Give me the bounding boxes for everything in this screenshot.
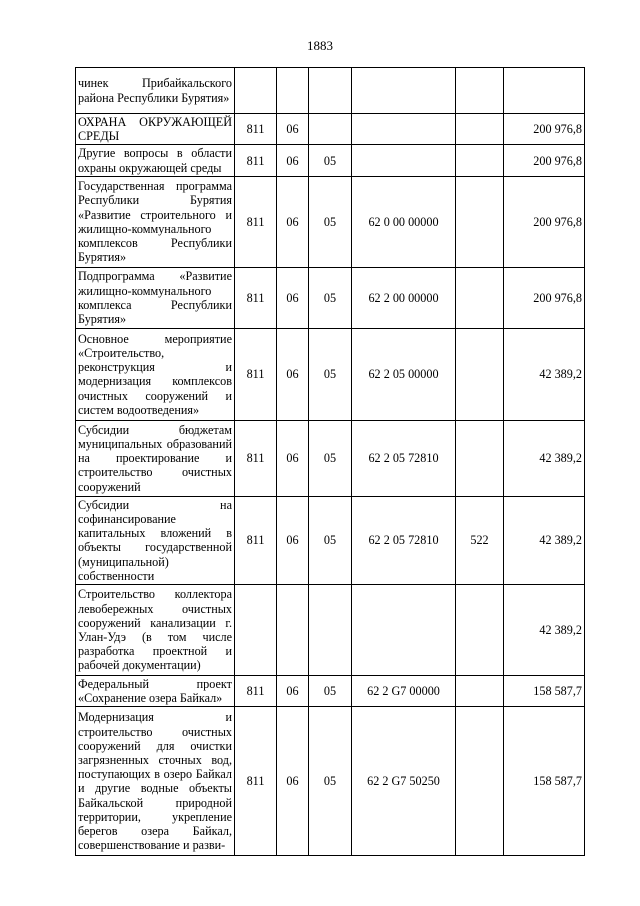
row-gr: 811 [235, 176, 277, 267]
row-vr [456, 420, 504, 496]
row-csr: 62 2 00 00000 [352, 267, 456, 328]
row-pr: 05 [309, 496, 352, 584]
row-name: Основное мероприятие «Строительство, реконструкция и модернизация комплексов очистных сооружений и систем водоотведения» [76, 328, 235, 420]
table-row [76, 496, 585, 584]
row-rz: 06 [277, 707, 309, 856]
row-name: Модернизация и строительство очистных сооружений для очистки загрязненных сточных вод, поступающих в озеро Байкал и другие водные объекты Байкальской природной территории, укрепление берегов озера Байкал, совершенствование и разви- [76, 707, 235, 856]
row-pr: 05 [309, 676, 352, 707]
row-gr: 811 [235, 114, 277, 145]
row-sum: 158 587,7 [504, 676, 585, 707]
row-pr: 05 [309, 145, 352, 176]
table-row [76, 176, 585, 267]
row-pr [309, 114, 352, 145]
row-rz: 06 [277, 496, 309, 584]
row-gr: 811 [235, 267, 277, 328]
row-rz: 06 [277, 176, 309, 267]
row-vr [456, 176, 504, 267]
row-vr [456, 707, 504, 856]
row-csr [352, 114, 456, 145]
table-row [76, 707, 585, 856]
row-name: ОХРАНА ОКРУЖАЮЩЕЙ СРЕДЫ [76, 114, 235, 145]
row-rz: 06 [277, 114, 309, 145]
row-vr [456, 68, 504, 114]
table-row [76, 328, 585, 420]
row-gr: 811 [235, 707, 277, 856]
row-csr [352, 68, 456, 114]
row-csr: 62 2 G7 50250 [352, 707, 456, 856]
row-csr: 62 0 00 00000 [352, 176, 456, 267]
row-vr [456, 114, 504, 145]
row-pr: 05 [309, 420, 352, 496]
row-pr: 05 [309, 176, 352, 267]
row-sum: 42 389,2 [504, 420, 585, 496]
row-vr [456, 145, 504, 176]
row-gr: 811 [235, 145, 277, 176]
table-row [76, 676, 585, 707]
row-rz: 06 [277, 267, 309, 328]
row-csr: 62 2 05 00000 [352, 328, 456, 420]
row-name: Другие вопросы в области охраны окружающей среды [76, 145, 235, 176]
row-gr: 811 [235, 496, 277, 584]
row-sum: 158 587,7 [504, 707, 585, 856]
table-row [76, 68, 585, 114]
row-rz: 06 [277, 145, 309, 176]
table-row [76, 267, 585, 328]
row-sum: 200 976,8 [504, 176, 585, 267]
row-rz: 06 [277, 420, 309, 496]
row-pr [309, 585, 352, 676]
row-rz [277, 585, 309, 676]
row-pr: 05 [309, 707, 352, 856]
row-rz [277, 68, 309, 114]
row-csr: 62 2 05 72810 [352, 420, 456, 496]
row-pr: 05 [309, 328, 352, 420]
row-sum: 42 389,2 [504, 328, 585, 420]
row-gr: 811 [235, 676, 277, 707]
row-gr: 811 [235, 328, 277, 420]
row-rz: 06 [277, 676, 309, 707]
page-number: 1883 [307, 38, 333, 53]
row-sum: 200 976,8 [504, 145, 585, 176]
row-csr [352, 145, 456, 176]
row-name: Государственная программа Республики Бурятия «Развитие строительного и жилищно-коммунального комплексов Республики Бурятия» [76, 176, 235, 267]
row-name: Строительство коллектора левобережных очистных сооружений канализации г. Улан-Удэ (в том числе разработка проектной и рабочей документации) [76, 585, 235, 676]
row-gr: 811 [235, 420, 277, 496]
row-sum: 42 389,2 [504, 496, 585, 584]
row-rz: 06 [277, 328, 309, 420]
row-gr [235, 68, 277, 114]
row-sum: 42 389,2 [504, 585, 585, 676]
row-vr: 522 [456, 496, 504, 584]
row-sum: 200 976,8 [504, 114, 585, 145]
row-sum: 200 976,8 [504, 267, 585, 328]
table-row [76, 145, 585, 176]
row-vr [456, 328, 504, 420]
row-vr [456, 585, 504, 676]
row-pr: 05 [309, 267, 352, 328]
row-name: чинек Прибайкальского района Республики Бурятия» [76, 68, 235, 114]
table-row [76, 420, 585, 496]
row-name: Подпрограмма «Развитие жилищно-коммунального комплекса Республики Бурятия» [76, 267, 235, 328]
row-name: Субсидии на софинансирование капитальных вложений в объекты государственной (муниципальной) собственности [76, 496, 235, 584]
budget-table [75, 67, 585, 856]
table-row [76, 585, 585, 676]
table-row [76, 114, 585, 145]
row-name: Федеральный проект «Сохранение озера Байкал» [76, 676, 235, 707]
row-vr [456, 676, 504, 707]
row-gr [235, 585, 277, 676]
row-csr: 62 2 G7 00000 [352, 676, 456, 707]
row-csr [352, 585, 456, 676]
row-csr: 62 2 05 72810 [352, 496, 456, 584]
row-pr [309, 68, 352, 114]
row-name: Субсидии бюджетам муниципальных образований на проектирование и строительство очистных сооружений [76, 420, 235, 496]
row-vr [456, 267, 504, 328]
row-sum [504, 68, 585, 114]
